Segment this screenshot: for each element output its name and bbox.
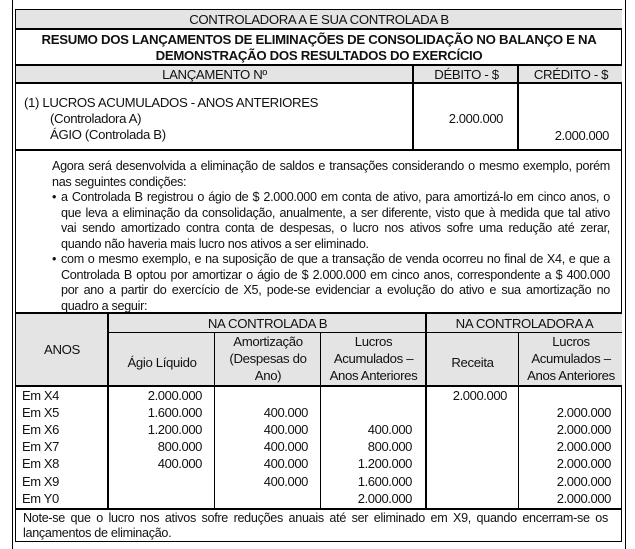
cell-year: Em X7 bbox=[22, 439, 60, 455]
header-lucros-b-line3: Anos Anteriores bbox=[329, 368, 418, 383]
cell-agio: 2.000.000 bbox=[147, 388, 202, 403]
header-amortizacao-line1: Amortização bbox=[233, 334, 303, 349]
cell-lucros-a: 2.000.000 bbox=[556, 490, 611, 506]
entry-line1: (1) LUCROS ACUMULADOS - ANOS ANTERIORES bbox=[24, 95, 319, 110]
header-receita: Receita bbox=[451, 355, 494, 370]
cell-year: Em X8 bbox=[22, 456, 60, 472]
cell-lucros-b: 2.000.000 bbox=[357, 490, 412, 506]
cell-lucros-a: 2.000.000 bbox=[556, 473, 611, 489]
footnote: Note-se que o lucro nos ativos sofre reduções anuais até ser eliminado em X9, quando encerram-se os lançamentos de eliminação. bbox=[23, 511, 608, 540]
summary-title-line2: DEMONSTRAÇÃO DOS RESULTADOS DO EXERCÍCIO bbox=[155, 48, 483, 63]
header-entry: LANÇAMENTO Nº bbox=[162, 67, 267, 82]
divider bbox=[16, 82, 622, 84]
header-group-controlada-b: NA CONTROLADA B bbox=[207, 316, 328, 331]
cell-agio: 1.600.000 bbox=[147, 405, 202, 421]
cell-lucros-a: 2.000.000 bbox=[556, 405, 611, 421]
explanation-paragraph bbox=[52, 159, 610, 314]
cell-amort: 400.000 bbox=[263, 422, 308, 438]
header-agio-liquido: Ágio Líquido bbox=[127, 355, 197, 370]
cell-agio: 800.000 bbox=[157, 439, 202, 455]
entry-debit-value: 2.000.000 bbox=[448, 111, 503, 126]
cell-year: Em Y0 bbox=[22, 490, 59, 506]
bullet-text: a Controlada B registrou o ágio de $ 2.000.000 em conta de ativo, para amortizá-lo em cinco anos, o que leva a eliminação da consolidação, anualmente, a ser diferente, visto que à medida que tal ativo vai sendo amortizado contra conta de despesas, o lucro nos ativos sofre uma redução até zerar, quando não haveria mais lucro nos ativos a ser eliminado. bbox=[61, 190, 610, 251]
bullet-icon: • bbox=[52, 252, 57, 266]
header-amortizacao-line3: Ano) bbox=[254, 368, 282, 383]
header-amortizacao-line2: (Despesas do bbox=[229, 351, 307, 366]
summary-title-line1: RESUMO DOS LANÇAMENTOS DE ELIMINAÇÕES DE CONSOLIDAÇÃO NO BALANÇO E NA bbox=[41, 32, 597, 47]
cell-lucros-b: 1.200.000 bbox=[357, 456, 412, 472]
bullet-item bbox=[52, 252, 610, 314]
header-lucros-a-line3: Anos Anteriores bbox=[527, 368, 615, 383]
divider bbox=[16, 508, 622, 510]
cell-amort: 400.000 bbox=[263, 456, 308, 472]
header-years: ANOS bbox=[44, 342, 80, 357]
cell-year: Em X5 bbox=[22, 405, 60, 421]
column-divider bbox=[518, 332, 519, 509]
divider bbox=[16, 149, 622, 151]
cell-lucros-b: 1.600.000 bbox=[357, 473, 412, 489]
divider bbox=[108, 332, 622, 333]
cell-receita: 2.000.000 bbox=[452, 388, 507, 403]
column-divider bbox=[412, 64, 414, 150]
header-lucros-b-line2: Acumulados – bbox=[333, 351, 414, 366]
bullet-icon: • bbox=[52, 190, 57, 204]
column-divider bbox=[107, 312, 109, 509]
cell-year: Em X6 bbox=[22, 422, 60, 438]
column-divider bbox=[320, 332, 321, 509]
cell-amort: 400.000 bbox=[263, 473, 308, 489]
header-group-controladora-a: NA CONTROLADORA A bbox=[455, 316, 594, 331]
header-lucros-b-line1: Lucros bbox=[354, 334, 393, 349]
header-debit: DÉBITO - $ bbox=[434, 67, 499, 82]
header-credit: CRÉDITO - $ bbox=[533, 67, 609, 82]
cell-year: Em X4 bbox=[22, 388, 60, 403]
table-title: CONTROLADORA A E SUA CONTROLADA B bbox=[189, 12, 449, 27]
cell-lucros-a: 2.000.000 bbox=[556, 439, 611, 455]
header-lucros-a-line1: Lucros bbox=[552, 334, 590, 349]
cell-year: Em X9 bbox=[22, 473, 60, 489]
cell-lucros-b: 800.000 bbox=[367, 439, 412, 455]
header-lucros-a-line2: Acumulados – bbox=[531, 351, 611, 366]
cell-lucros-a: 2.000.000 bbox=[556, 422, 611, 438]
cell-amort: 400.000 bbox=[263, 405, 308, 421]
entry-line3: ÁGIO (Controlada B) bbox=[50, 127, 166, 142]
divider bbox=[16, 28, 622, 30]
cell-lucros-b: 400.000 bbox=[367, 422, 412, 438]
bullet-item bbox=[52, 190, 610, 252]
cell-amort: 400.000 bbox=[263, 439, 308, 455]
entry-credit-value: 2.000.000 bbox=[554, 128, 609, 143]
cell-lucros-a: 2.000.000 bbox=[556, 456, 611, 472]
cell-agio: 1.200.000 bbox=[147, 422, 202, 438]
entry-line2: (Controladora A) bbox=[50, 111, 142, 126]
bullet-text: com o mesmo exemplo, e na suposição de que a transação de venda ocorreu no final de X4, e que a Controlada B optou por amortizar o ágio de $ 2.000.000 em cinco anos, correspondente a $ 400.000 por ano a partir do exercício de X5, pode-se evidenciar a evolução do ativo e sua amortização no quadro a seguir: bbox=[61, 252, 610, 313]
column-divider bbox=[517, 64, 519, 150]
column-divider bbox=[214, 332, 215, 509]
cell-agio: 400.000 bbox=[157, 456, 202, 472]
column-divider bbox=[425, 312, 427, 509]
paragraph-intro: Agora será desenvolvida a eliminação de saldos e transações considerando o mesmo exemplo, porém nas seguintes condições: bbox=[52, 159, 610, 189]
